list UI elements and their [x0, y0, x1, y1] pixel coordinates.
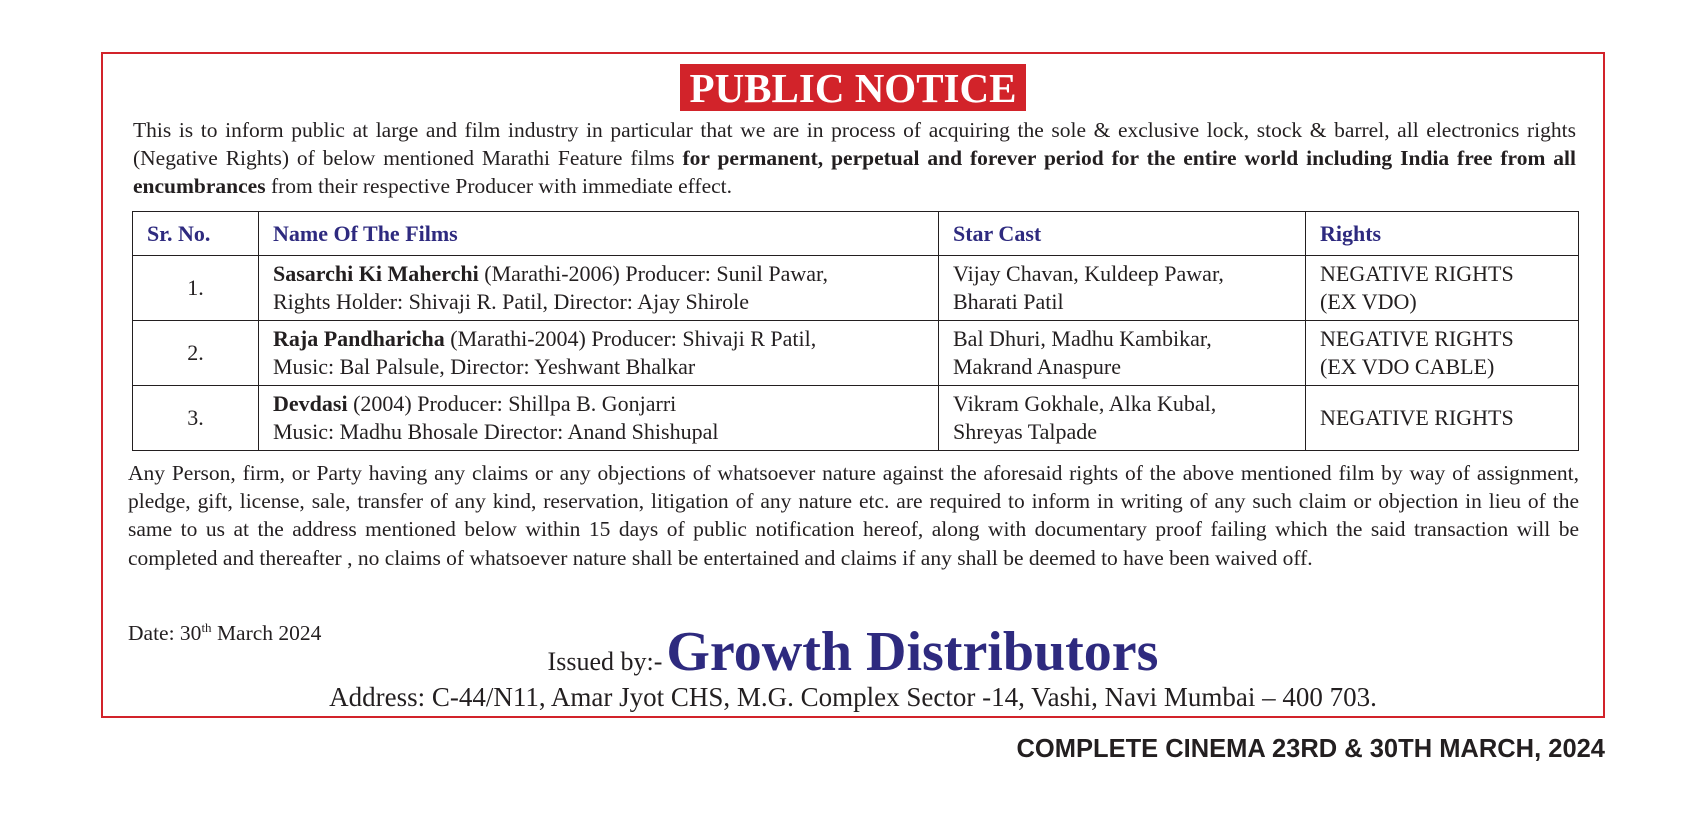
rights-line: NEGATIVE RIGHTS	[1320, 261, 1514, 286]
title-wrap	[103, 64, 1603, 111]
rights-cell	[1306, 256, 1579, 321]
intro-paragraph	[133, 116, 1576, 200]
public-notice-box	[101, 52, 1605, 718]
intro-text-2: from their respective Producer with immediate effect.	[265, 174, 733, 198]
film-title: Sasarchi Ki Maherchi	[273, 261, 479, 286]
issuer-address: Address: C-44/N11, Amar Jyot CHS, M.G. Complex Sector -14, Vashi, Navi Mumbai – 400 703.	[329, 682, 1377, 712]
publication-footer: COMPLETE CINEMA 23RD & 30TH MARCH, 2024	[1016, 735, 1605, 763]
film-credits: Music: Madhu Bhosale Director: Anand Shishupal	[273, 419, 719, 444]
film-details: (Marathi-2004) Producer: Shivaji R Patil,	[444, 326, 817, 351]
table-header-row	[133, 212, 1579, 256]
film-credits: Rights Holder: Shivaji R. Patil, Director: Ajay Shirole	[273, 289, 750, 314]
cast-line: Vijay Chavan, Kuldeep Pawar,	[953, 261, 1224, 286]
rights-line: (EX VDO)	[1320, 289, 1417, 314]
cast-cell	[939, 256, 1306, 321]
notice-title: PUBLIC NOTICE	[680, 64, 1027, 111]
table-row	[133, 321, 1579, 386]
film-credits: Music: Bal Palsule, Director: Yeshwant Bhalkar	[273, 354, 696, 379]
cast-line: Bharati Patil	[953, 289, 1064, 314]
date-ordinal: th	[201, 620, 212, 635]
issued-by-label: Issued by:-	[547, 647, 663, 676]
film-cell	[259, 256, 939, 321]
rights-line: NEGATIVE RIGHTS	[1320, 405, 1514, 430]
film-title: Devdasi	[273, 391, 348, 416]
cast-line: Makrand Anaspure	[953, 354, 1122, 379]
rights-line: (EX VDO CABLE)	[1320, 354, 1495, 379]
cast-cell	[939, 386, 1306, 451]
sr-cell: 3.	[133, 386, 259, 451]
film-cell	[259, 386, 939, 451]
sr-cell: 2.	[133, 321, 259, 386]
issued-by-line	[103, 620, 1603, 684]
intro-bold-text: for permanent, perpetual and forever period for the entire world including India free from all encumbrances	[133, 146, 1576, 198]
intro-text-1: This is to inform public at large and film industry in particular that we are in process of acquiring the sole & exclusive lock, stock & barrel, all electronics rights (Negative Rights) of below mentioned Marathi Feature films	[133, 118, 1576, 170]
sr-cell: 1.	[133, 256, 259, 321]
table-row	[133, 386, 1579, 451]
cast-cell	[939, 321, 1306, 386]
film-details: (Marathi-2006) Producer: Sunil Pawar,	[478, 261, 828, 286]
rights-line: NEGATIVE RIGHTS	[1320, 326, 1514, 351]
table-row	[133, 256, 1579, 321]
header-rights: Rights	[1306, 212, 1579, 256]
header-film-name: Name Of The Films	[259, 212, 939, 256]
cast-line: Shreyas Talpade	[953, 419, 1098, 444]
film-cell	[259, 321, 939, 386]
films-table	[132, 211, 1579, 451]
film-details: (2004) Producer: Shillpa B. Gonjarri	[347, 391, 677, 416]
header-sr-no: Sr. No.	[133, 212, 259, 256]
rights-cell	[1306, 321, 1579, 386]
date-suffix: March 2024	[211, 621, 322, 646]
cast-line: Vikram Gokhale, Alka Kubal,	[953, 391, 1217, 416]
issuer-name: Growth Distributors	[666, 621, 1159, 683]
film-title: Raja Pandharicha	[273, 326, 445, 351]
date-prefix: Date: 30	[128, 621, 202, 646]
header-star-cast: Star Cast	[939, 212, 1306, 256]
cast-line: Bal Dhuri, Madhu Kambikar,	[953, 326, 1212, 351]
claims-paragraph: Any Person, firm, or Party having any claims or any objections of whatsoever nature against the aforesaid rights of the above mentioned film by way of assignment, pledge, gift, license, sale, transfer of any kind, reservation, litigation of any nature etc. are required to inform in writing of any such claim or objection in lieu of the same to us at the address mentioned below within 15 days of public notification hereof, along with documentary proof failing which the said transaction will be completed and thereafter , no claims of whatsoever nature shall be entertained and claims if any shall be deemed to have been waived off.	[128, 461, 1579, 570]
rights-cell	[1306, 386, 1579, 451]
